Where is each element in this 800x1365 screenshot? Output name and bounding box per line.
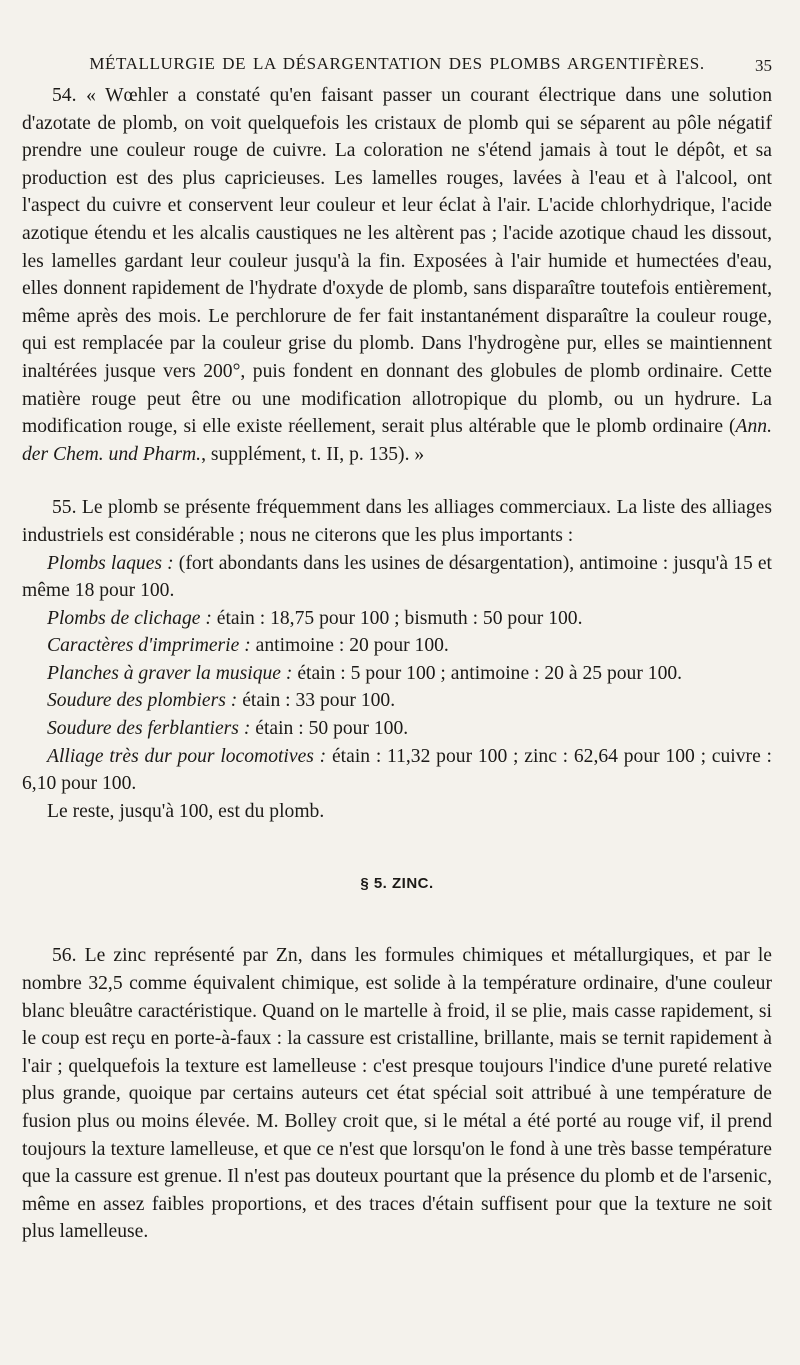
paragraph-56	[22, 942, 772, 1246]
alloy-name: Caractères d'imprimerie :	[47, 635, 251, 657]
alloy-name: Alliage très dur pour locomotives :	[47, 745, 327, 767]
alloy-name: Soudure des plombiers :	[47, 690, 238, 712]
page-number: 35	[755, 56, 772, 75]
page-header	[22, 50, 772, 82]
alloy-item	[22, 743, 772, 798]
alloy-detail: (fort abondants dans les usines de désargentation), antimoine : jusqu'à 15 et même 18 pour 100.	[22, 552, 772, 602]
alloy-detail: antimoine : 20 pour 100.	[250, 635, 449, 657]
alloy-detail: étain : 11,32 pour 100 ; zinc : 62,64 pour 100 ; cuivre : 6,10 pour 100.	[22, 745, 772, 795]
paragraph-55	[22, 494, 772, 549]
alloy-item	[22, 660, 772, 688]
alloy-detail: étain : 50 pour 100.	[250, 718, 409, 740]
alloy-name: Soudure des ferblantiers :	[47, 718, 251, 740]
alloy-item	[22, 605, 772, 633]
alloy-detail: étain : 5 pour 100 ; antimoine : 20 à 25 pour 100.	[292, 662, 683, 684]
alloy-detail: étain : 33 pour 100.	[237, 690, 396, 712]
running-title: MÉTALLURGIE DE LA DÉSARGENTATION DES PLOMBS ARGENTIFÈRES.	[89, 54, 705, 73]
alloy-item	[22, 632, 772, 660]
paragraph-text: Le zinc représenté par Zn, dans les formules chimiques et métallurgiques, et par le nombre 32,5 comme équivalent chimique, est solide à la température ordinaire, d'une couleur blanc bleuâtre caractéristique. Quand on le martelle à froid, il se plie, mais casse rapidement, si le coup est reçu en porte-à-faux : la cassure est cristalline, brillante, mais se ternit rapidement à l'air ; quelquefois la texture est lamelleuse : c'est presque toujours l'indice d'une pureté relative plus grande, quoique par certains auteurs cet état spécial soit attribué à une température de fusion plus ou moins élevée. M. Bolley croit que, si le métal a été porté au rouge vif, il prend toujours la texture lamelleuse, et que ce n'est que lorsqu'on le fond à une très basse température que la cassure est grenue. Il n'est pas douteux pourtant que la présence du plomb et de l'arsenic, même en assez faibles proportions, et des traces d'étain suffisent pour que la texture ne soit plus lamelleuse.	[22, 945, 772, 1243]
alloy-name: Planches à graver la musique :	[47, 662, 293, 684]
paragraph-number: 54.	[52, 85, 77, 106]
paragraph-gap	[22, 468, 772, 494]
section-heading: § 5. ZINC.	[360, 875, 434, 893]
alloy-remainder: Le reste, jusqu'à 100, est du plomb.	[47, 800, 325, 822]
citation-title: Ann. der Chem. und Pharm.	[22, 416, 772, 465]
paragraph-number: 56.	[52, 945, 77, 967]
citation-tail: , supplément, t. II, p. 135). »	[201, 443, 425, 465]
alloy-list	[22, 550, 772, 826]
paragraph-text: « Wœhler a constaté qu'en faisant passer un courant électrique dans une solution d'azotate de plomb, on voit quelquefois les cristaux de plomb qui se séparent au pôle négatif prendre une couleur rouge de cuivre. La coloration ne s'étend jamais à tout le dépôt, et sa production est des plus capricieuses. Les lamelles rouges, lavées à l'eau et à l'alcool, ont l'aspect du cuivre et conservent leur couleur et leur éclat à l'air. L'acide chlorhydrique, l'acide azotique étendu et les alcalis caustiques ne les altèrent pas ; l'acide azotique chaud les dissout, les lamelles gardant leur couleur jusqu'à la fin. Exposées à l'air humide et humectées d'eau, elles donnent rapidement de l'hydrate d'oxyde de plomb, sans disparaître toutefois entièrement, même après des mois. Le perchlorure de fer fait instantanément disparaître la couleur rouge, qui est remplacée par la couleur grise du plomb. Dans l'hydrogène pur, elles se maintiennent inaltérées jusque vers 200°, puis fondent en donnant des globules de plomb ordinaire. Cette matière rouge peut être ou une modification allotropique du plomb, ou un hydrure. La modification rouge, si elle existe réellement, serait plus altérable que le plomb ordinaire (	[22, 85, 772, 438]
alloy-item	[22, 687, 772, 715]
paragraph-number: 55.	[52, 497, 77, 519]
alloy-item	[22, 715, 772, 743]
alloy-name: Plombs laques :	[47, 552, 174, 574]
paragraph-54	[22, 82, 772, 468]
alloy-item	[22, 550, 772, 605]
paragraph-text: Le plomb se présente fréquemment dans les alliages commerciaux. La liste des alliages industriels est considérable ; nous ne citerons que les plus importants :	[22, 497, 773, 546]
alloy-detail: étain : 18,75 pour 100 ; bismuth : 50 pour 100.	[211, 607, 583, 629]
alloy-name: Plombs de clichage :	[47, 607, 212, 629]
